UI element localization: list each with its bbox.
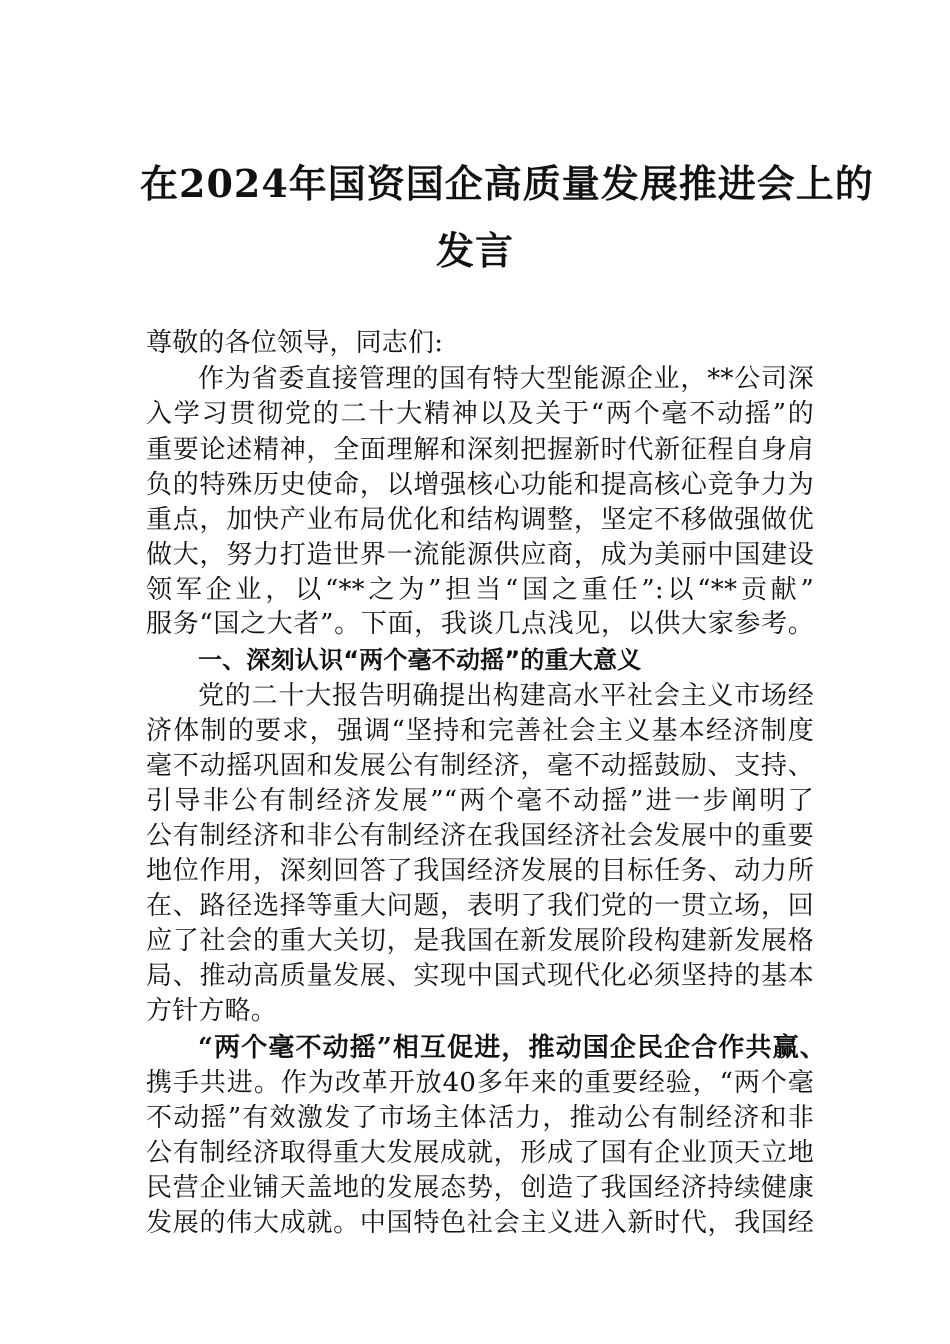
paragraph-line: 做大，努力打造世界一流能源供应商，成为美丽中国建设 (146, 540, 814, 570)
paragraph-line: 公有制经济和非公有制经济在我国经济社会发展中的重要 (146, 821, 814, 851)
paragraph-line: 作为省委直接管理的国有特大型能源企业，**公司深 (198, 364, 814, 394)
document-title-line-2: 发言 (435, 228, 514, 273)
salutation: 尊敬的各位领导，同志们: (146, 328, 444, 358)
paragraph-line: 引导非公有制经济发展”“两个毫不动摇”进一步阐明了 (146, 786, 814, 816)
paragraph-line: 地位作用，深刻回答了我国经济发展的目标任务、动力所 (146, 856, 814, 886)
paragraph-line: 领军企业，以“**之为”担当“国之重任”:以“**贡献” (146, 575, 814, 605)
paragraph-line: 局、推动高质量发展、实现中国式现代化必须坚持的基本 (146, 961, 814, 991)
paragraph-line: 方针方略。 (146, 996, 278, 1026)
paragraph-line: “两个毫不动摇”相互促进，推动国企民企合作共赢、 (198, 1033, 826, 1063)
document-title-line-1: 在2024年国资国企高质量发展推进会上的 (140, 161, 874, 206)
paragraph-line: 携手共进。作为改革开放40多年来的重要经验，“两个毫 (146, 1068, 814, 1098)
paragraph-line: 民营企业铺天盖地的发展态势，创造了我国经济持续健康 (146, 1173, 814, 1203)
paragraph-line: 重点，加快产业布局优化和结构调整，坚定不移做强做优 (146, 505, 814, 535)
paragraph-line: 应了社会的重大关切，是我国在新发展阶段构建新发展格 (146, 926, 814, 956)
paragraph-line: 公有制经济取得重大发展成就，形成了国有企业顶天立地 (146, 1138, 814, 1168)
paragraph-line: 在、路径选择等重大问题，表明了我们党的一贯立场，回 (146, 891, 814, 921)
paragraph-line: 入学习贯彻党的二十大精神以及关于“两个毫不动摇”的 (146, 399, 814, 429)
paragraph-line: 党的二十大报告明确提出构建高水平社会主义市场经 (198, 681, 814, 711)
paragraph-line: 发展的伟大成就。中国特色社会主义进入新时代，我国经 (146, 1208, 814, 1238)
paragraph-line: 毫不动摇巩固和发展公有制经济，毫不动摇鼓励、支持、 (146, 751, 814, 781)
section-heading: 一、深刻认识“两个毫不动摇”的重大意义 (198, 646, 642, 674)
paragraph-line: 重要论述精神，全面理解和深刻把握新时代新征程自身肩 (146, 435, 814, 465)
paragraph-line: 服务“国之大者”。下面，我谈几点浅见，以供大家参考。 (146, 609, 814, 639)
paragraph-line: 负的特殊历史使命，以增强核心功能和提高核心竞争力为 (146, 470, 814, 500)
paragraph-line: 济体制的要求，强调“坚持和完善社会主义基本经济制度 (146, 716, 814, 746)
paragraph-line: 不动摇”有效激发了市场主体活力，推动公有制经济和非 (146, 1103, 814, 1133)
